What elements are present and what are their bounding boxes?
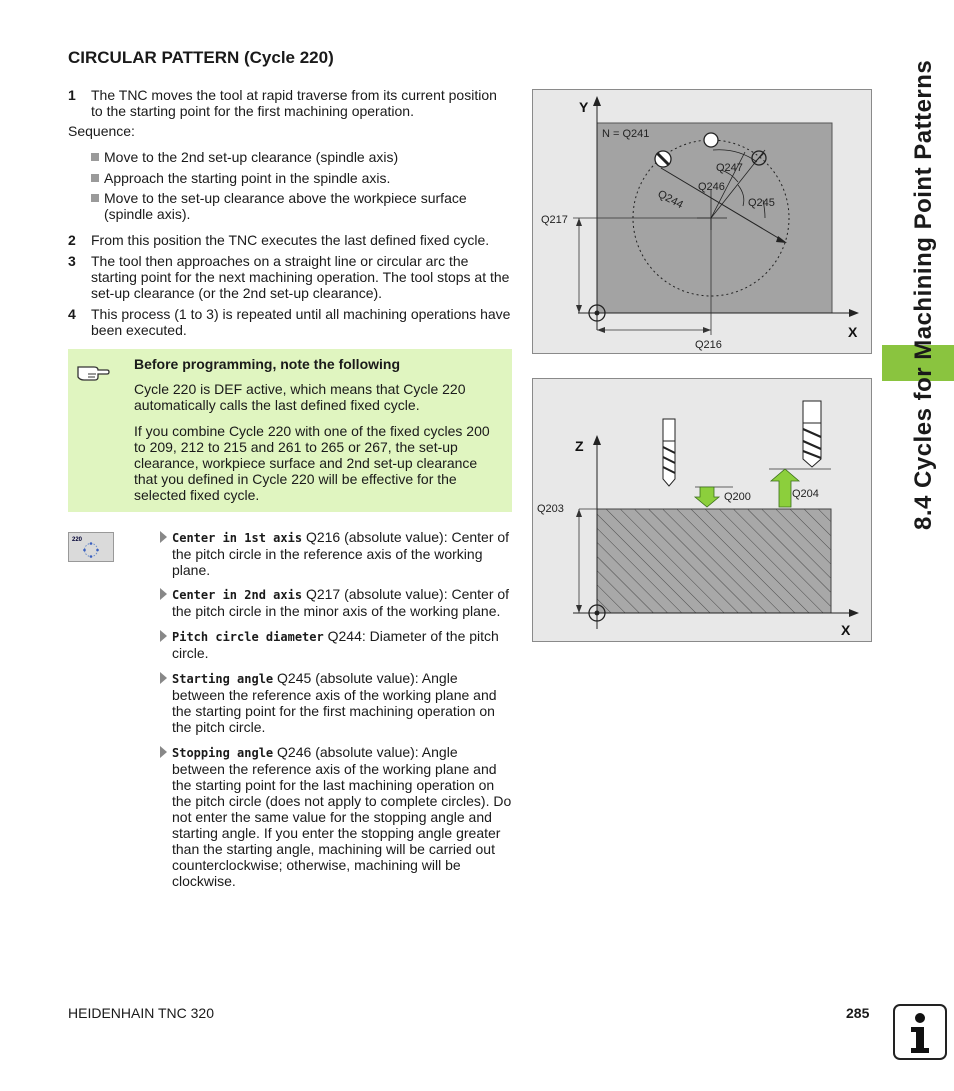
list-item: Approach the starting point in the spindle axis. <box>91 170 491 186</box>
q244-label: Q244 <box>655 188 685 212</box>
pointing-hand-icon <box>76 359 110 385</box>
page-number: 285 <box>846 1005 870 1021</box>
drill-tool-icon <box>663 419 675 486</box>
triangle-right-icon <box>160 746 167 758</box>
q245-label: Q245 <box>748 197 775 209</box>
param-name: Center in 1st axis <box>172 531 303 545</box>
axis-x-label: X <box>848 324 858 340</box>
param-pitch-circle-diameter: Pitch circle diameter Q244: Diameter of the pitch circle. <box>160 628 512 661</box>
bullet-square-icon <box>91 174 99 182</box>
param-center-1st-axis: Center in 1st axis Q216 (absolute value): Center of the pitch circle in the reference axis of the working plane. <box>160 529 512 578</box>
drill-tool-icon <box>803 401 821 467</box>
bullet-square-icon <box>91 194 99 202</box>
q217-label: Q217 <box>541 214 568 226</box>
list-item: Move to the 2nd set-up clearance (spindle axis) <box>91 149 491 165</box>
triangle-right-icon <box>160 531 167 543</box>
svg-text:220: 220 <box>72 537 83 543</box>
triangle-right-icon <box>160 672 167 684</box>
pitch-circle-drawing <box>533 90 871 353</box>
triangle-right-icon <box>160 630 167 642</box>
diagram-zx-section <box>532 378 872 642</box>
step-text: The TNC moves the tool at rapid traverse from its current position to the starting point for the first machining operation. <box>91 87 497 119</box>
note-paragraph: Cycle 220 is DEF active, which means that Cycle 220 automatically calls the last defined fixed cycle. <box>134 381 466 413</box>
step-text: This process (1 to 3) is repeated until all machining operations have been executed. <box>91 306 511 338</box>
note-paragraph: If you combine Cycle 220 with one of the fixed cycles 200 to 209, 212 to 215 and 261 to 265 or 267, the set-up clearance, workpiece surface and 2nd set-up clearance that you defined in Cycle 220 will be effective for the selected fixed cycle. <box>134 423 490 503</box>
n-label: N = Q241 <box>602 128 650 140</box>
zx-section-drawing <box>533 379 871 641</box>
axis-y-label: Y <box>579 99 589 115</box>
q247-label: Q247 <box>716 162 743 174</box>
param-name: Pitch circle diameter <box>172 630 324 644</box>
param-starting-angle: Starting angle Q245 (absolute value): Angle between the reference axis of the working plane and the starting point for the first machining operation on the pitch circle. <box>160 670 512 735</box>
pattern-circle-icon <box>69 533 113 561</box>
step-number: 4 <box>68 306 76 322</box>
step-text: The tool then approaches on a straight line or circular arc the starting point for the next machining operation. The tool stops at the set-up clearance (or the 2nd set-up clearance). <box>91 253 510 301</box>
sequence-label: Sequence: <box>68 123 135 139</box>
note-heading: Before programming, note the following <box>134 356 400 372</box>
triangle-right-icon <box>160 588 167 600</box>
info-glyph <box>895 1006 945 1058</box>
q204-label: Q204 <box>792 488 819 500</box>
info-icon <box>893 1004 947 1060</box>
note-box <box>68 349 512 512</box>
param-center-2nd-axis: Center in 2nd axis Q217 (absolute value): Center of the pitch circle in the minor axis of the working plane. <box>160 586 512 619</box>
param-stopping-angle: Stopping angle Q246 (absolute value): Angle between the reference axis of the working plane and the starting point for the last machining operation on the pitch circle (does not apply to complete circles). Do not enter the same value for the stopping angle and starting angle. If you enter the stopping angle greater than the starting angle, machining will be carried out counterclockwise; otherwise, machining will be clockwise. <box>160 744 512 889</box>
step-number: 2 <box>68 232 76 248</box>
param-name: Starting angle <box>172 672 274 686</box>
q216-label: Q216 <box>695 339 722 351</box>
chapter-side-title: 8.4 Cycles for Machining Point Patterns <box>910 59 937 530</box>
step-text: From this position the TNC executes the last defined fixed cycle. <box>91 232 490 248</box>
step-number: 3 <box>68 253 76 269</box>
axis-z-label: Z <box>575 438 584 454</box>
cycle-220-softkey <box>68 532 114 562</box>
diagram-pitch-circle <box>532 89 872 354</box>
list-item: Move to the set-up clearance above the workpiece surface (spindle axis). <box>91 190 496 222</box>
page-title: CIRCULAR PATTERN (Cycle 220) <box>68 48 334 67</box>
q246-label: Q246 <box>698 181 725 193</box>
q200-label: Q200 <box>724 491 751 503</box>
param-name: Center in 2nd axis <box>172 588 303 602</box>
footer-product: HEIDENHAIN TNC 320 <box>68 1005 215 1021</box>
bullet-square-icon <box>91 153 99 161</box>
q203-label: Q203 <box>537 503 564 515</box>
axis-x-label: X <box>841 622 851 638</box>
step-number: 1 <box>68 87 76 103</box>
param-name: Stopping angle <box>172 746 274 760</box>
